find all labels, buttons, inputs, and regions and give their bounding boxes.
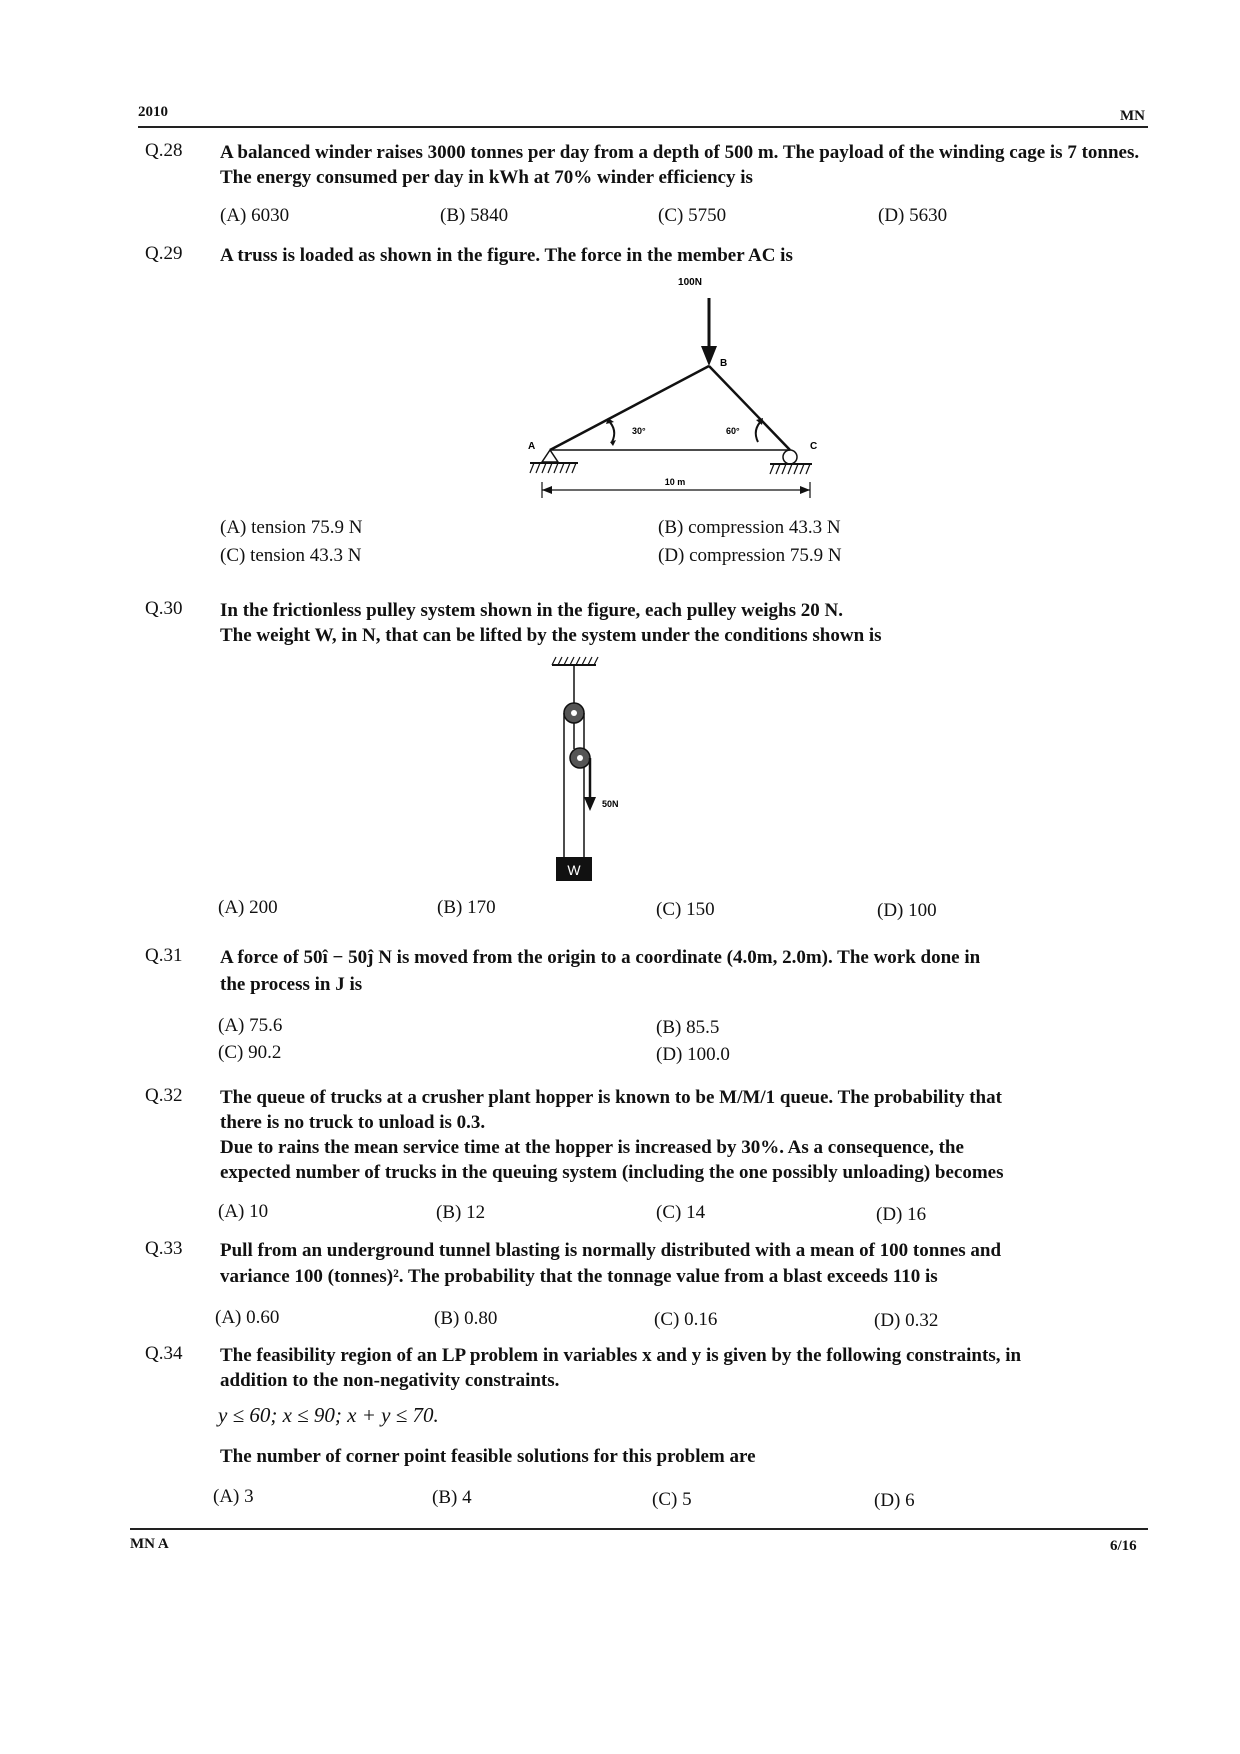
lp-constraints: y ≤ 60; x ≤ 90; x + y ≤ 70. (218, 1403, 439, 1427)
load-label: 100N (678, 277, 702, 288)
option-b: (B) 85.5 (656, 1017, 720, 1038)
option-d: (D) 100.0 (656, 1044, 730, 1065)
force-label: 50N (602, 799, 619, 809)
question-number: Q.32 (145, 1085, 183, 1106)
truss-figure (520, 270, 840, 510)
question-text-line: The number of corner point feasible solutions for this problem are (220, 1446, 756, 1467)
question-number: Q.33 (145, 1238, 183, 1259)
question-text-line: expected number of trucks in the queuing system (including the one possibly unloading) becomes (220, 1162, 1004, 1183)
option-a: (A) 3 (213, 1486, 254, 1507)
weight-label: W (567, 862, 581, 878)
option-d: (D) 100 (877, 900, 937, 921)
page-number: 6/16 (1110, 1538, 1137, 1554)
question-number: Q.34 (145, 1343, 183, 1364)
option-a: (A) 10 (218, 1201, 269, 1222)
option-a: (A) 6030 (220, 205, 290, 226)
option-b: (B) 12 (436, 1202, 486, 1223)
option-c: (C) 14 (656, 1202, 706, 1223)
question-text-line: A force of 50î − 50ĵ N is moved from the origin to a coordinate (4.0m, 2.0m). The work done in (220, 947, 981, 968)
option-b: (B) 4 (432, 1487, 472, 1508)
node-b-label: B (720, 358, 728, 369)
roller-support-c (770, 450, 812, 474)
question-text-line: the process in J is (220, 974, 363, 995)
question-text: A truss is loaded as shown in the figure. The force in the member AC is (220, 245, 793, 266)
question-text-line: In the frictionless pulley system shown in the figure, each pulley weighs 20 N. (220, 600, 843, 621)
option-d: (D) 5630 (878, 205, 948, 226)
question-text-line: there is no truck to unload is 0.3. (220, 1112, 486, 1133)
option-d: (D) 16 (876, 1204, 927, 1225)
option-c: (C) 5 (652, 1489, 692, 1510)
node-a-label: A (528, 441, 536, 452)
header-rule (138, 126, 1148, 128)
question-text-line: Due to rains the mean service time at the hopper is increased by 30%. As a consequence, the (220, 1137, 964, 1158)
question-text-line: The queue of trucks at a crusher plant hopper is known to be M/M/1 queue. The probability that (220, 1087, 1002, 1108)
option-d: (D) 6 (874, 1490, 915, 1511)
option-c: (C) 0.16 (654, 1309, 718, 1330)
question-text-line: The feasibility region of an LP problem in variables x and y is given by the following constraints, in (220, 1345, 1022, 1366)
option-b: (B) compression 43.3 N (658, 517, 841, 538)
question-text-line: Pull from an underground tunnel blasting is normally distributed with a mean of 100 tonnes and (220, 1240, 1002, 1261)
option-a: (A) tension 75.9 N (220, 517, 363, 538)
option-b: (B) 170 (437, 897, 496, 918)
ceiling (552, 657, 598, 665)
pin-support-a (530, 450, 578, 473)
load-arrow-head (701, 346, 717, 366)
footer-rule (130, 1528, 1148, 1530)
question-number: Q.30 (145, 598, 183, 619)
option-d: (D) compression 75.9 N (658, 545, 842, 566)
truss-members (550, 366, 790, 450)
option-a: (A) 75.6 (218, 1015, 283, 1036)
option-c: (C) 5750 (658, 205, 727, 226)
pulley-figure (530, 655, 650, 885)
option-b: (B) 5840 (440, 205, 509, 226)
angle-a-label: 30° (632, 426, 646, 436)
question-text: A balanced winder raises 3000 tonnes per day from a depth of 500 m. The payload of the winding cage is 7 tonnes. The energy consumed per day in kWh at 70% winder efficiency is (220, 142, 1140, 188)
option-c: (C) tension 43.3 N (220, 545, 362, 566)
node-c-label: C (810, 441, 818, 452)
footer-code: MN A (130, 1536, 169, 1552)
option-a: (A) 200 (218, 897, 278, 918)
question-text-line: variance 100 (tonnes)². The probability that the tonnage value from a blast exceeds 110 is (220, 1266, 938, 1287)
option-c: (C) 150 (656, 899, 715, 920)
question-text-line: addition to the non-negativity constraints. (220, 1370, 560, 1391)
question-number: Q.28 (145, 140, 183, 161)
question-number: Q.31 (145, 945, 183, 966)
span-label: 10 m (664, 477, 686, 487)
question-text-line: The weight W, in N, that can be lifted by the system under the conditions shown is (220, 625, 882, 646)
question-number: Q.29 (145, 243, 183, 264)
option-b: (B) 0.80 (434, 1308, 498, 1329)
option-a: (A) 0.60 (215, 1307, 280, 1328)
angle-c-label: 60° (726, 426, 740, 436)
paper-code: MN (1120, 108, 1145, 124)
angle-arc-a (608, 420, 614, 442)
option-d: (D) 0.32 (874, 1310, 939, 1331)
exam-year: 2010 (138, 104, 168, 120)
option-c: (C) 90.2 (218, 1042, 282, 1063)
